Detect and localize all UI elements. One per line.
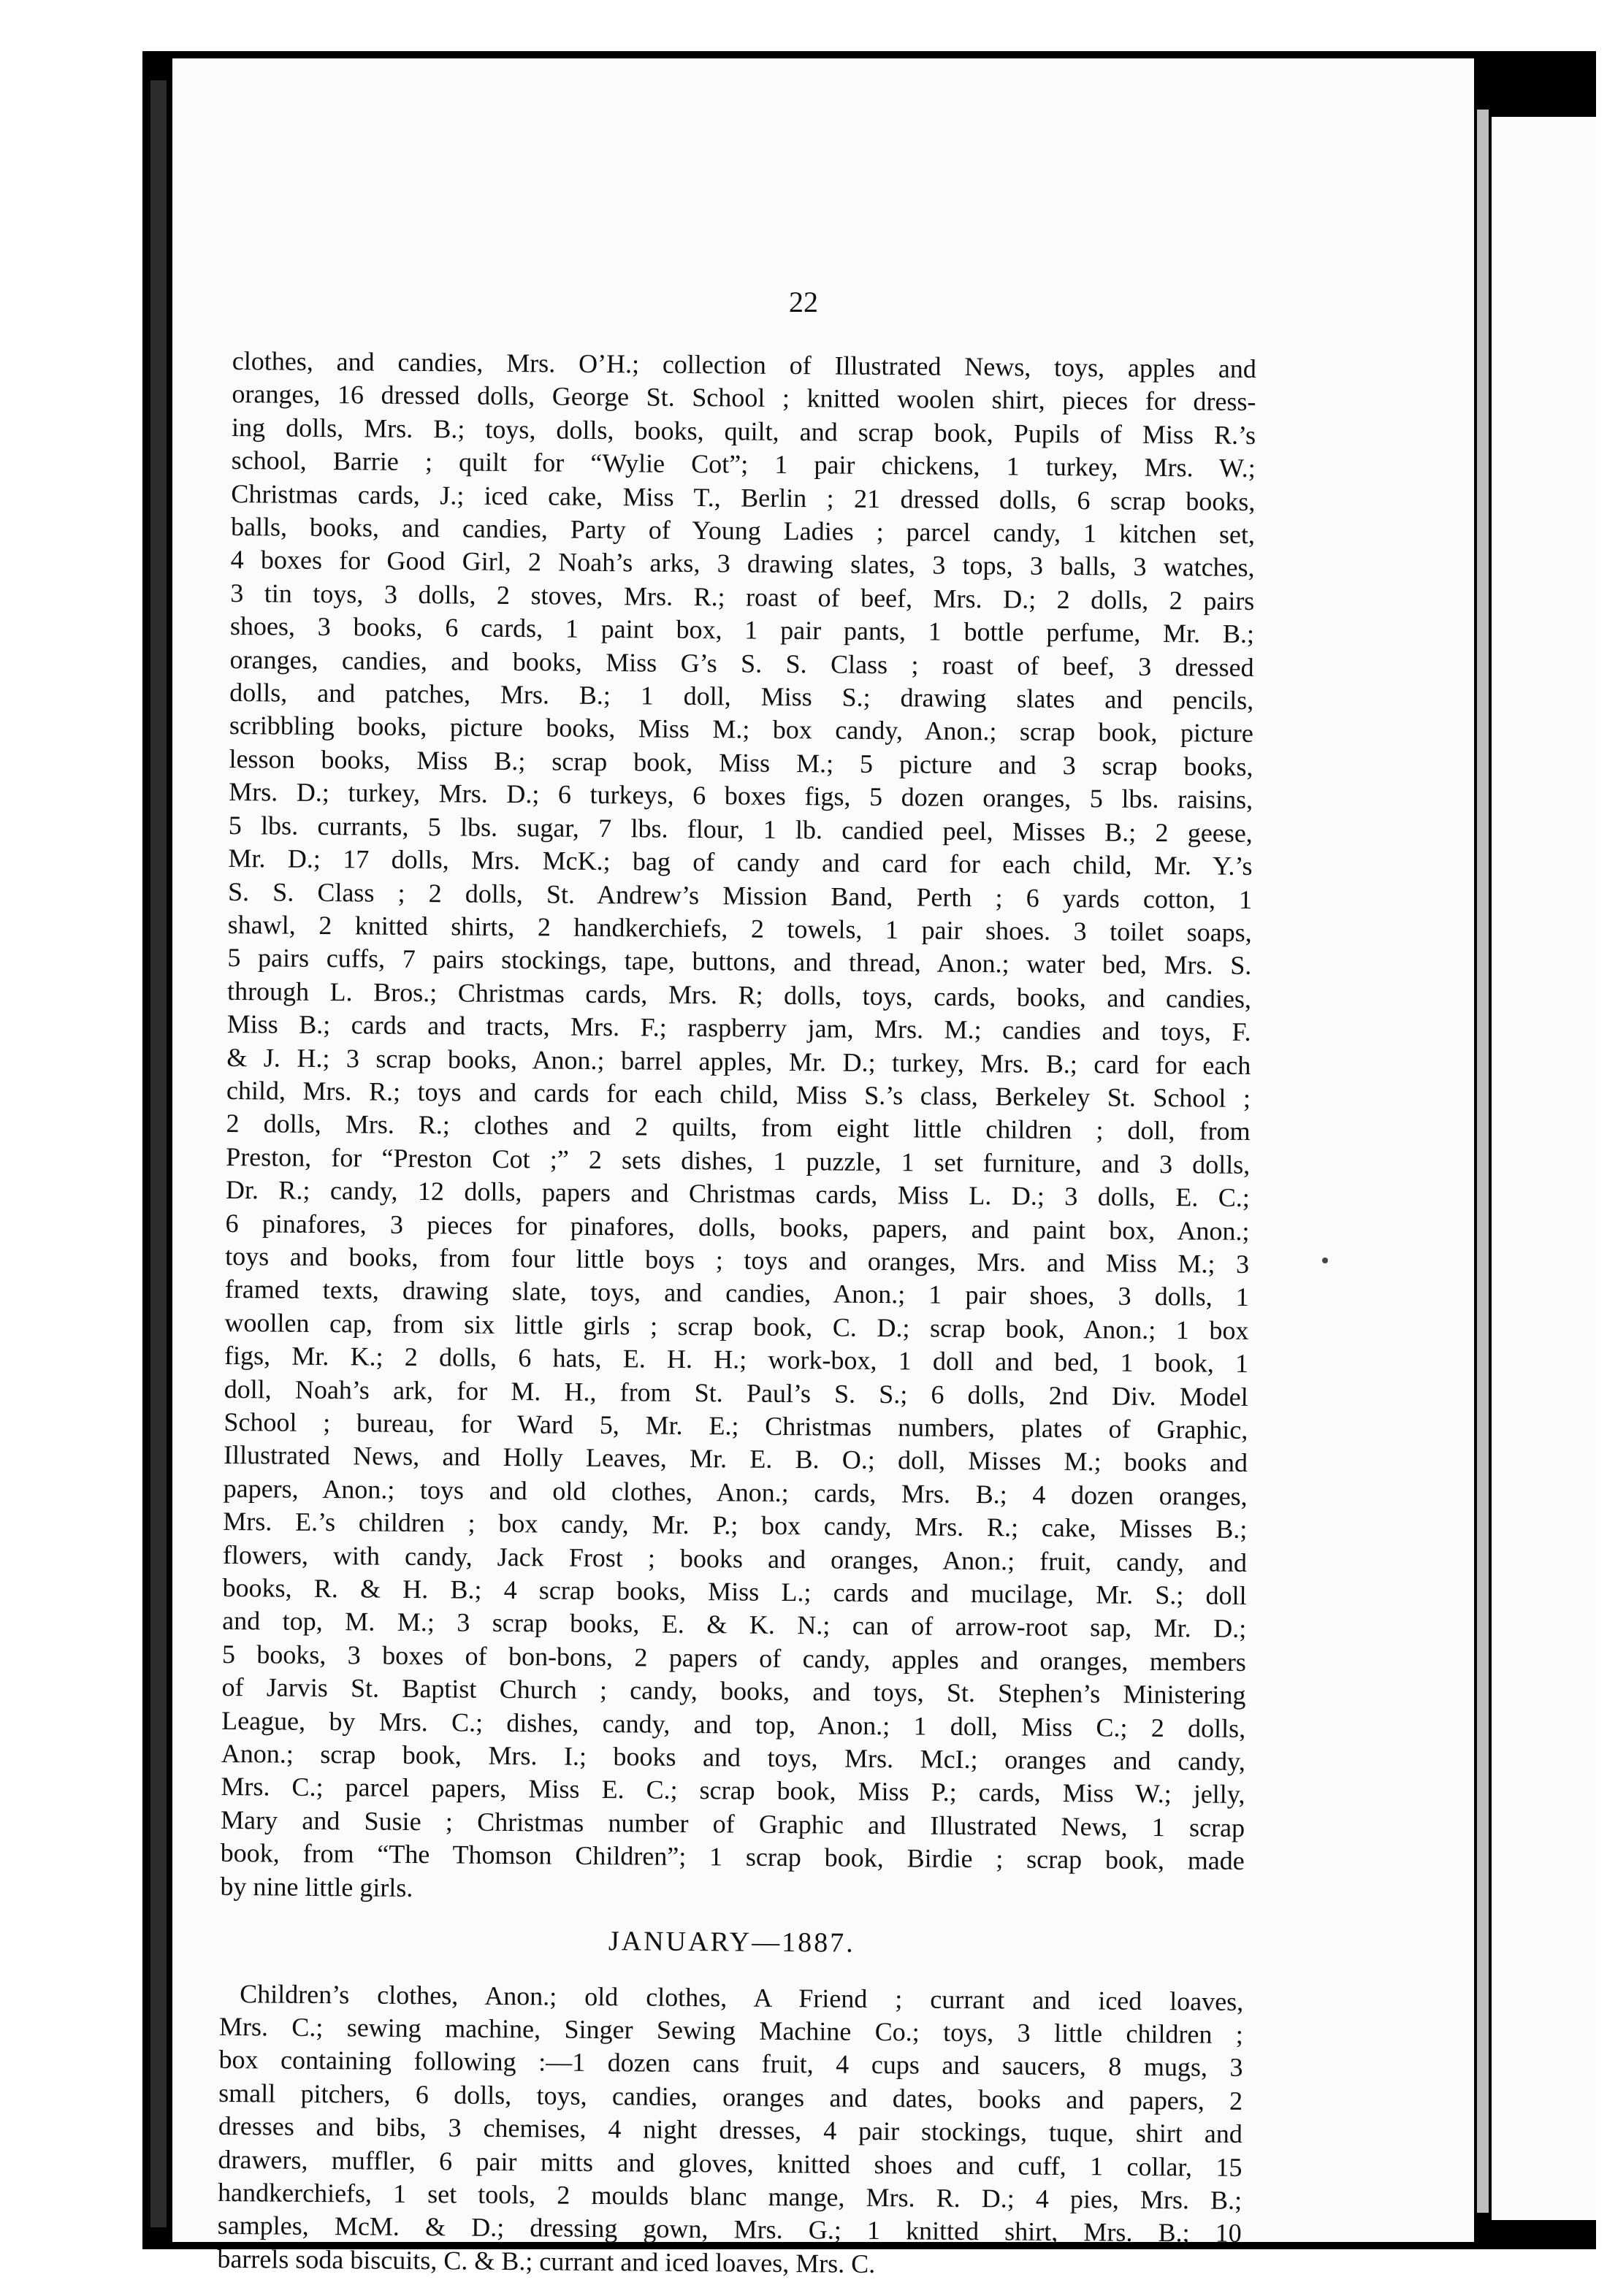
- text-line: shawl, 2 knitted shirts, 2 handkerchiefs, 2 towels, 1 pair shoes. 3 toilet soaps,: [227, 909, 1252, 947]
- text-line: ing dolls, Mrs. B.; toys, dolls, books, quilt, and scrap book, Pupils of Miss R.’s: [231, 412, 1256, 450]
- text-line: 4 boxes for Good Girl, 2 Noah’s arks, 3 drawing slates, 3 tops, 3 balls, 3 watches,: [230, 545, 1255, 583]
- text-line: of Jarvis St. Baptist Church ; candy, books, and toys, St. Stephen’s Ministering: [221, 1672, 1246, 1710]
- text-line: through L. Bros.; Christmas cards, Mrs. R; dolls, toys, cards, books, and candies,: [226, 976, 1252, 1014]
- text-line: dolls, and patches, Mrs. B.; 1 doll, Miss S.; drawing slates and pencils,: [229, 678, 1254, 716]
- text-line: 5 lbs. currants, 5 lbs. sugar, 7 lbs. flour, 1 lb. candied peel, Misses B.; 2 geese,: [228, 810, 1253, 848]
- gutter-strip: [1477, 110, 1489, 2213]
- text-line: oranges, 16 dressed dolls, George St. School ; knitted woolen shirt, pieces for dress-: [232, 379, 1256, 417]
- text-line: Mr. D.; 17 dolls, Mrs. McK.; bag of candy and card for each child, Mr. Y.’s: [228, 843, 1253, 881]
- text-line: Illustrated News, and Holly Leaves, Mr. E. B. O.; doll, Misses M.; books and: [223, 1440, 1248, 1478]
- text-line: Preston, for “Preston Cot ;” 2 sets dishes, 1 puzzle, 1 set furniture, and 3 dolls,: [226, 1141, 1251, 1179]
- text-line: 5 pairs cuffs, 7 pairs stockings, tape, buttons, and thread, Anon.; water bed, Mrs. S.: [227, 943, 1252, 981]
- january-donations-paragraph: [217, 1977, 1243, 2284]
- text-line: flowers, with candy, Jack Frost ; books and oranges, Anon.; fruit, candy, and: [222, 1539, 1248, 1577]
- text-line: & J. H.; 3 scrap books, Anon.; barrel apples, Mr. D.; turkey, Mrs. B.; card for each: [226, 1042, 1251, 1080]
- text-line: drawers, muffler, 6 pair mitts and gloves, knitted shoes and cuff, 1 collar, 15: [218, 2144, 1243, 2182]
- text-line: clothes, and candies, Mrs. O’H.; collection of Illustrated News, toys, apples and: [232, 345, 1256, 384]
- text-line: 6 pinafores, 3 pieces for pinafores, dolls, books, papers, and paint box, Anon.;: [225, 1208, 1250, 1246]
- text-line: doll, Noah’s ark, for M. H., from St. Paul’s S. S.; 6 dolls, 2nd Div. Model: [224, 1374, 1248, 1412]
- text-line: samples, McM. & D.; dressing gown, Mrs. G.; 1 knitted shirt, Mrs. B.; 10: [217, 2211, 1242, 2249]
- text-line: 3 tin toys, 3 dolls, 2 stoves, Mrs. R.; roast of beef, Mrs. D.; 2 dolls, 2 pairs: [230, 578, 1255, 616]
- text-line: book, from “The Thomson Children”; 1 scrap book, Birdie ; scrap book, made: [220, 1838, 1245, 1876]
- page-number: 22: [789, 286, 818, 318]
- text-line: scribbling books, picture books, Miss M.; box candy, Anon.; scrap book, picture: [229, 711, 1254, 749]
- text-line: Christmas cards, J.; iced cake, Miss T., Berlin ; 21 dressed dolls, 6 scrap books,: [231, 478, 1256, 516]
- text-line: handkerchiefs, 1 set tools, 2 moulds blanc mange, Mrs. R. D.; 4 pies, Mrs. B.;: [217, 2177, 1243, 2215]
- text-line: dresses and bibs, 3 chemises, 4 night dresses, 4 pair stockings, tuque, shirt and: [218, 2111, 1243, 2149]
- text-line: Miss B.; cards and tracts, Mrs. F.; raspberry jam, Mrs. M.; candies and toys, F.: [226, 1009, 1251, 1047]
- text-line: lesson books, Miss B.; scrap book, Miss M.; 5 picture and 3 scrap books,: [229, 743, 1253, 781]
- text-line: school, Barrie ; quilt for “Wylie Cot”; 1 pair chickens, 1 turkey, Mrs. W.;: [231, 445, 1256, 483]
- text-line: balls, books, and candies, Party of Young Ladies ; parcel candy, 1 kitchen set,: [230, 512, 1256, 550]
- text-line: papers, Anon.; toys and old clothes, Anon.; cards, Mrs. B.; 4 dozen oranges,: [223, 1473, 1248, 1511]
- text-line: small pitchers, 6 dolls, toys, candies, oranges and dates, books and papers, 2: [218, 2078, 1243, 2116]
- text-line: S. S. Class ; 2 dolls, St. Andrew’s Mission Band, Perth ; 6 yards cotton, 1: [227, 876, 1253, 914]
- text-line: 2 dolls, Mrs. R.; clothes and 2 quilts, from eight little children ; doll, from: [226, 1109, 1251, 1147]
- page-body: [217, 345, 1256, 2284]
- text-line: books, R. & H. B.; 4 scrap books, Miss L.; cards and mucilage, Mr. S.; doll: [222, 1572, 1247, 1610]
- text-line: Mrs. C.; sewing machine, Singer Sewing Machine Co.; toys, 3 little children ;: [218, 2011, 1244, 2049]
- text-line: shoes, 3 books, 6 cards, 1 paint box, 1 pair pants, 1 bottle perfume, Mr. B.;: [229, 611, 1255, 649]
- text-line: Mrs. D.; turkey, Mrs. D.; 6 turkeys, 6 boxes figs, 5 dozen oranges, 5 lbs. raisins,: [229, 777, 1253, 815]
- text-line: box containing following :—1 dozen cans fruit, 4 cups and saucers, 8 mugs, 3: [218, 2045, 1243, 2083]
- text-line: Mary and Susie ; Christmas number of Graphic and Illustrated News, 1 scrap: [220, 1805, 1245, 1842]
- text-line: League, by Mrs. C.; dishes, candy, and top, Anon.; 1 doll, Miss C.; 2 dolls,: [221, 1705, 1246, 1743]
- text-line: by nine little girls.: [220, 1871, 413, 1902]
- text-line: Children’s clothes, Anon.; old clothes, A Friend ; currant and iced loaves,: [240, 1978, 1244, 2016]
- text-line: barrels soda biscuits, C. & B.; currant and iced loaves, Mrs. C.: [217, 2243, 876, 2278]
- facing-page-edge: [1492, 117, 1596, 2220]
- text-line: Mrs. C.; parcel papers, Miss E. C.; scrap book, Miss P.; cards, Miss W.; jelly,: [221, 1772, 1245, 1810]
- text-line: toys and books, from four little boys ; toys and oranges, Mrs. and Miss M.; 3: [225, 1241, 1250, 1279]
- text-line: Mrs. E.’s children ; box candy, Mr. P.; box candy, Mrs. R.; cake, Misses B.;: [223, 1507, 1248, 1545]
- text-line: oranges, candies, and books, Miss G’s S. S. Class ; roast of beef, 3 dressed: [229, 644, 1254, 682]
- scan-speck: [1322, 1258, 1328, 1263]
- text-line: child, Mrs. R.; toys and cards for each child, Miss S.’s class, Berkeley St. School ;: [226, 1075, 1251, 1113]
- text-line: 5 books, 3 boxes of bon-bons, 2 papers of candy, apples and oranges, members: [221, 1639, 1247, 1677]
- text-line: Dr. R.; candy, 12 dolls, papers and Christmas cards, Miss L. D.; 3 dolls, E. C.;: [225, 1175, 1251, 1213]
- text-line: figs, Mr. K.; 2 dolls, 6 hats, E. H. H.; work-box, 1 doll and bed, 1 book, 1: [224, 1341, 1249, 1379]
- text-line: framed texts, drawing slate, toys, and candies, Anon.; 1 pair shoes, 3 dolls, 1: [224, 1274, 1249, 1312]
- section-heading: JANUARY—1887.: [608, 1926, 855, 1959]
- text-line: School ; bureau, for Ward 5, Mr. E.; Christmas numbers, plates of Graphic,: [224, 1407, 1248, 1444]
- page-edge: [150, 80, 167, 2227]
- text-line: woollen cap, from six little girls ; scrap book, C. D.; scrap book, Anon.; 1 box: [224, 1307, 1249, 1345]
- donation-list-paragraph: [220, 345, 1256, 1911]
- text-line: and top, M. M.; 3 scrap books, E. & K. N.; can of arrow-root sap, Mr. D.;: [222, 1606, 1247, 1644]
- text-line: Anon.; scrap book, Mrs. I.; books and toys, Mrs. McI.; oranges and candy,: [221, 1739, 1245, 1777]
